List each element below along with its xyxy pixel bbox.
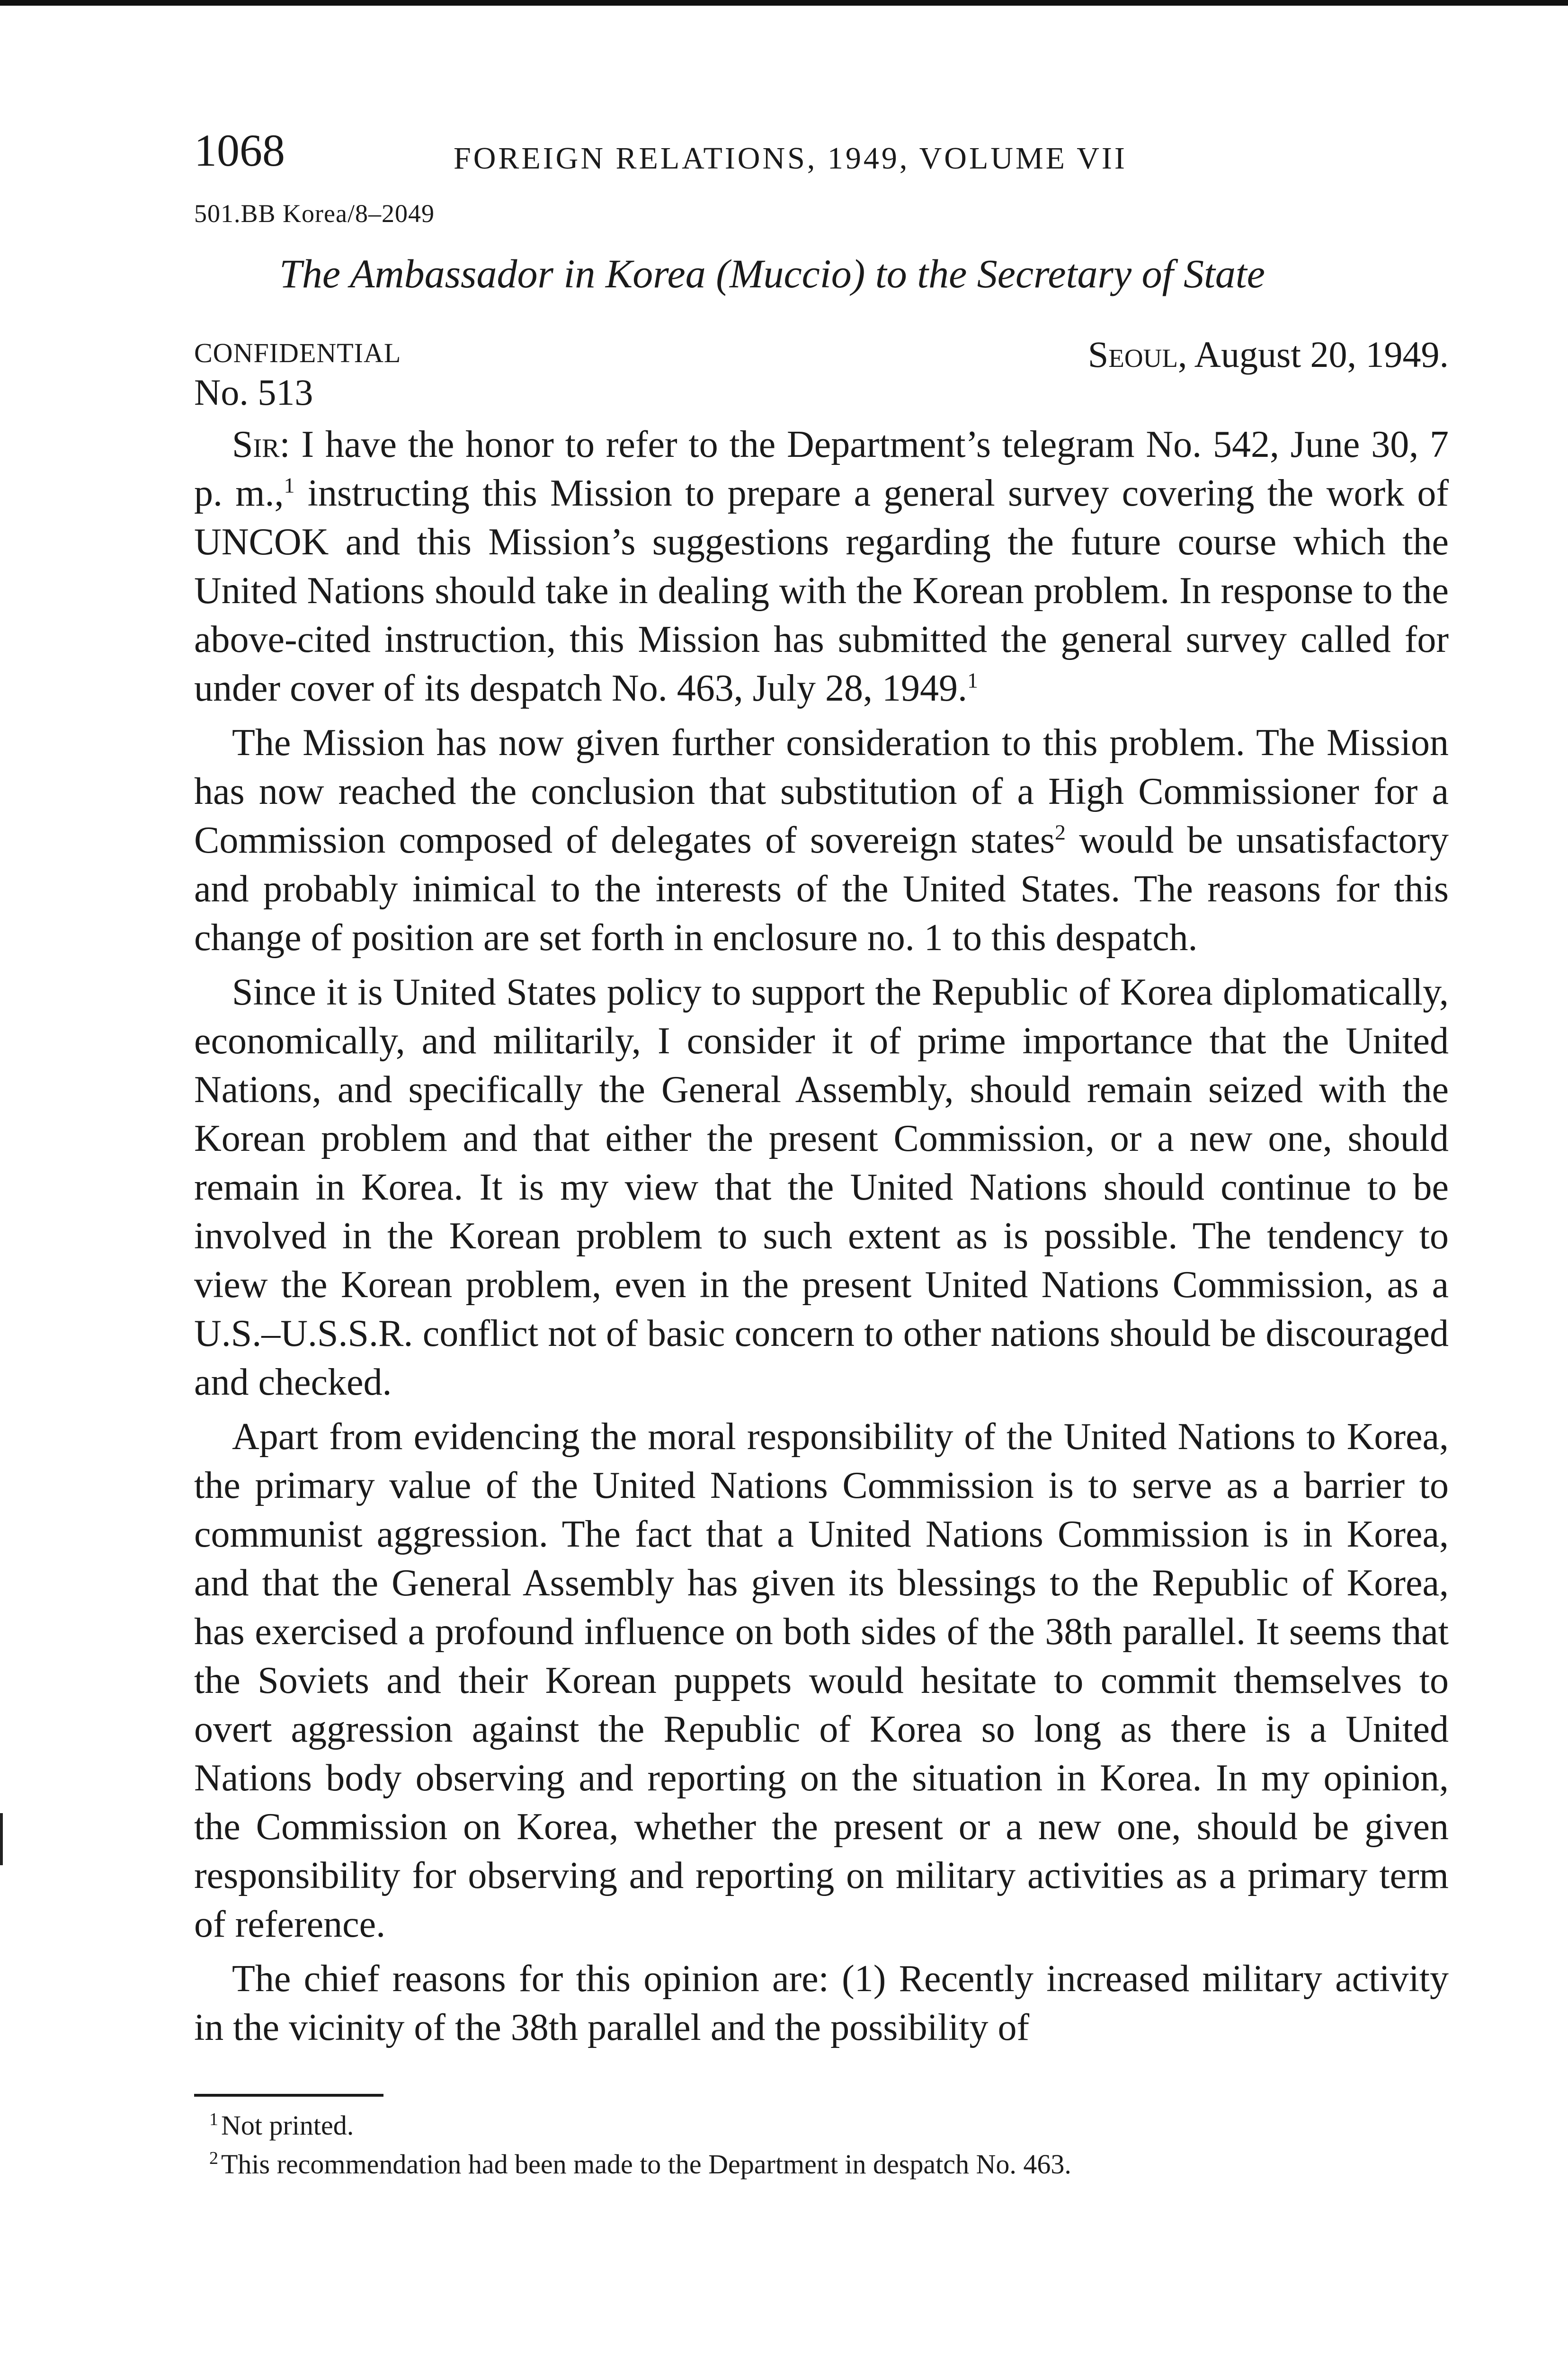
footnote-ref: 1 <box>284 473 295 498</box>
paragraph-1: Sir: I have the honor to refer to the Department’s telegram No. 542, June 30, 7 p. m.,$^1$ instructing this Mission to prepare a general survey covering the work of UNCOK and this Mission’s suggestions regarding the future course which the United Nations should take in dealing with the Korean problem. In response to the above-cited instruction, this Mission has submitted the general survey called for under cover of its despatch No. 463, July 28, 1949.$^1$ <box>194 424 1449 709</box>
paragraph-3: Since it is United States policy to support the Republic of Korea diplomatically, economically, and militarily, I consider it of prime importance that the United Nations, and specifically the General Assembly, should remain seized with the Korean problem and that either the present Commission, or a new one, should remain in Korea. It is my view that the United Nations should continue to be involved in the Korean problem to such extent as is possible. The tendency to view the Korean problem, even in the present United Nations Commission, as a U.S.–U.S.S.R. conflict not of basic concern to other nations should be discouraged and checked. <box>194 971 1449 1403</box>
header-meta <box>194 333 1449 375</box>
despatch-number: No. 513 <box>194 372 313 413</box>
classification-label: CONFIDENTIAL <box>194 338 401 368</box>
paragraph-2: The Mission has now given further consideration to this problem. The Mission has now reached the conclusion that substitution of a High Commissioner for a Commission composed of delegates of sovereign states$^2$ would be unsatisfactory and probably inimical to the interests of the United States. The reasons for this change of position are set forth in enclosure no. 1 to this despatch. <box>194 722 1449 959</box>
salutation: Sir <box>232 424 280 465</box>
running-head <box>194 114 1449 175</box>
file-number: 501.BB Korea/8–2049 <box>194 199 435 228</box>
scan-margin-mark <box>0 1813 3 1865</box>
letter-body <box>194 420 1449 2052</box>
footnote-ref: 2 <box>1055 820 1066 845</box>
dateline-place: Seoul <box>1087 334 1178 375</box>
paragraph-4: Apart from evidencing the moral responsibility of the United Nations to Korea, the primary value of the United Nations Commission is to serve as a barrier to communist aggression. The fact that a United Nations Commission is in Korea, and that the General Assembly has given its blessings to the Republic of Korea, has exercised a profound influence on both sides of the 38th parallel. It seems that the Soviets and their Korean puppets would hesitate to commit themselves to overt aggression against the Republic of Korea so long as there is a United Nations body observing and reporting on the situation in Korea. In my opinion, the Commission on Korea, whether the present or a new one, should be given responsibility for observing and reporting on military activities as a primary term of reference. <box>194 1416 1449 1945</box>
footnote-2: $^2$ This recommendation had been made to the Department in despatch No. 463. <box>209 2148 1071 2180</box>
footnote-ref: 1 <box>967 668 979 693</box>
document-title: The Ambassador in Korea (Muccio) to the Secretary of State <box>279 251 1265 296</box>
footnote-1: $^1$ Not printed. <box>209 2109 354 2141</box>
dateline <box>1088 333 1449 376</box>
footnote-mark: 1 <box>209 2109 218 2129</box>
scan-top-border <box>0 0 1568 6</box>
page-number: 1068 <box>194 125 285 176</box>
footnote-divider <box>194 2094 383 2097</box>
running-title: FOREIGN RELATIONS, 1949, VOLUME VII <box>454 141 1127 176</box>
document-page <box>194 114 1449 2184</box>
paragraph-5: The chief reasons for this opinion are: (1) Recently increased military activity in the vicinity of the 38th parallel and the possibility of <box>194 1958 1449 2048</box>
footnote-mark: 2 <box>209 2148 218 2168</box>
footnotes <box>194 2106 1449 2184</box>
dateline-date: , August 20, 1949. <box>1177 334 1449 375</box>
